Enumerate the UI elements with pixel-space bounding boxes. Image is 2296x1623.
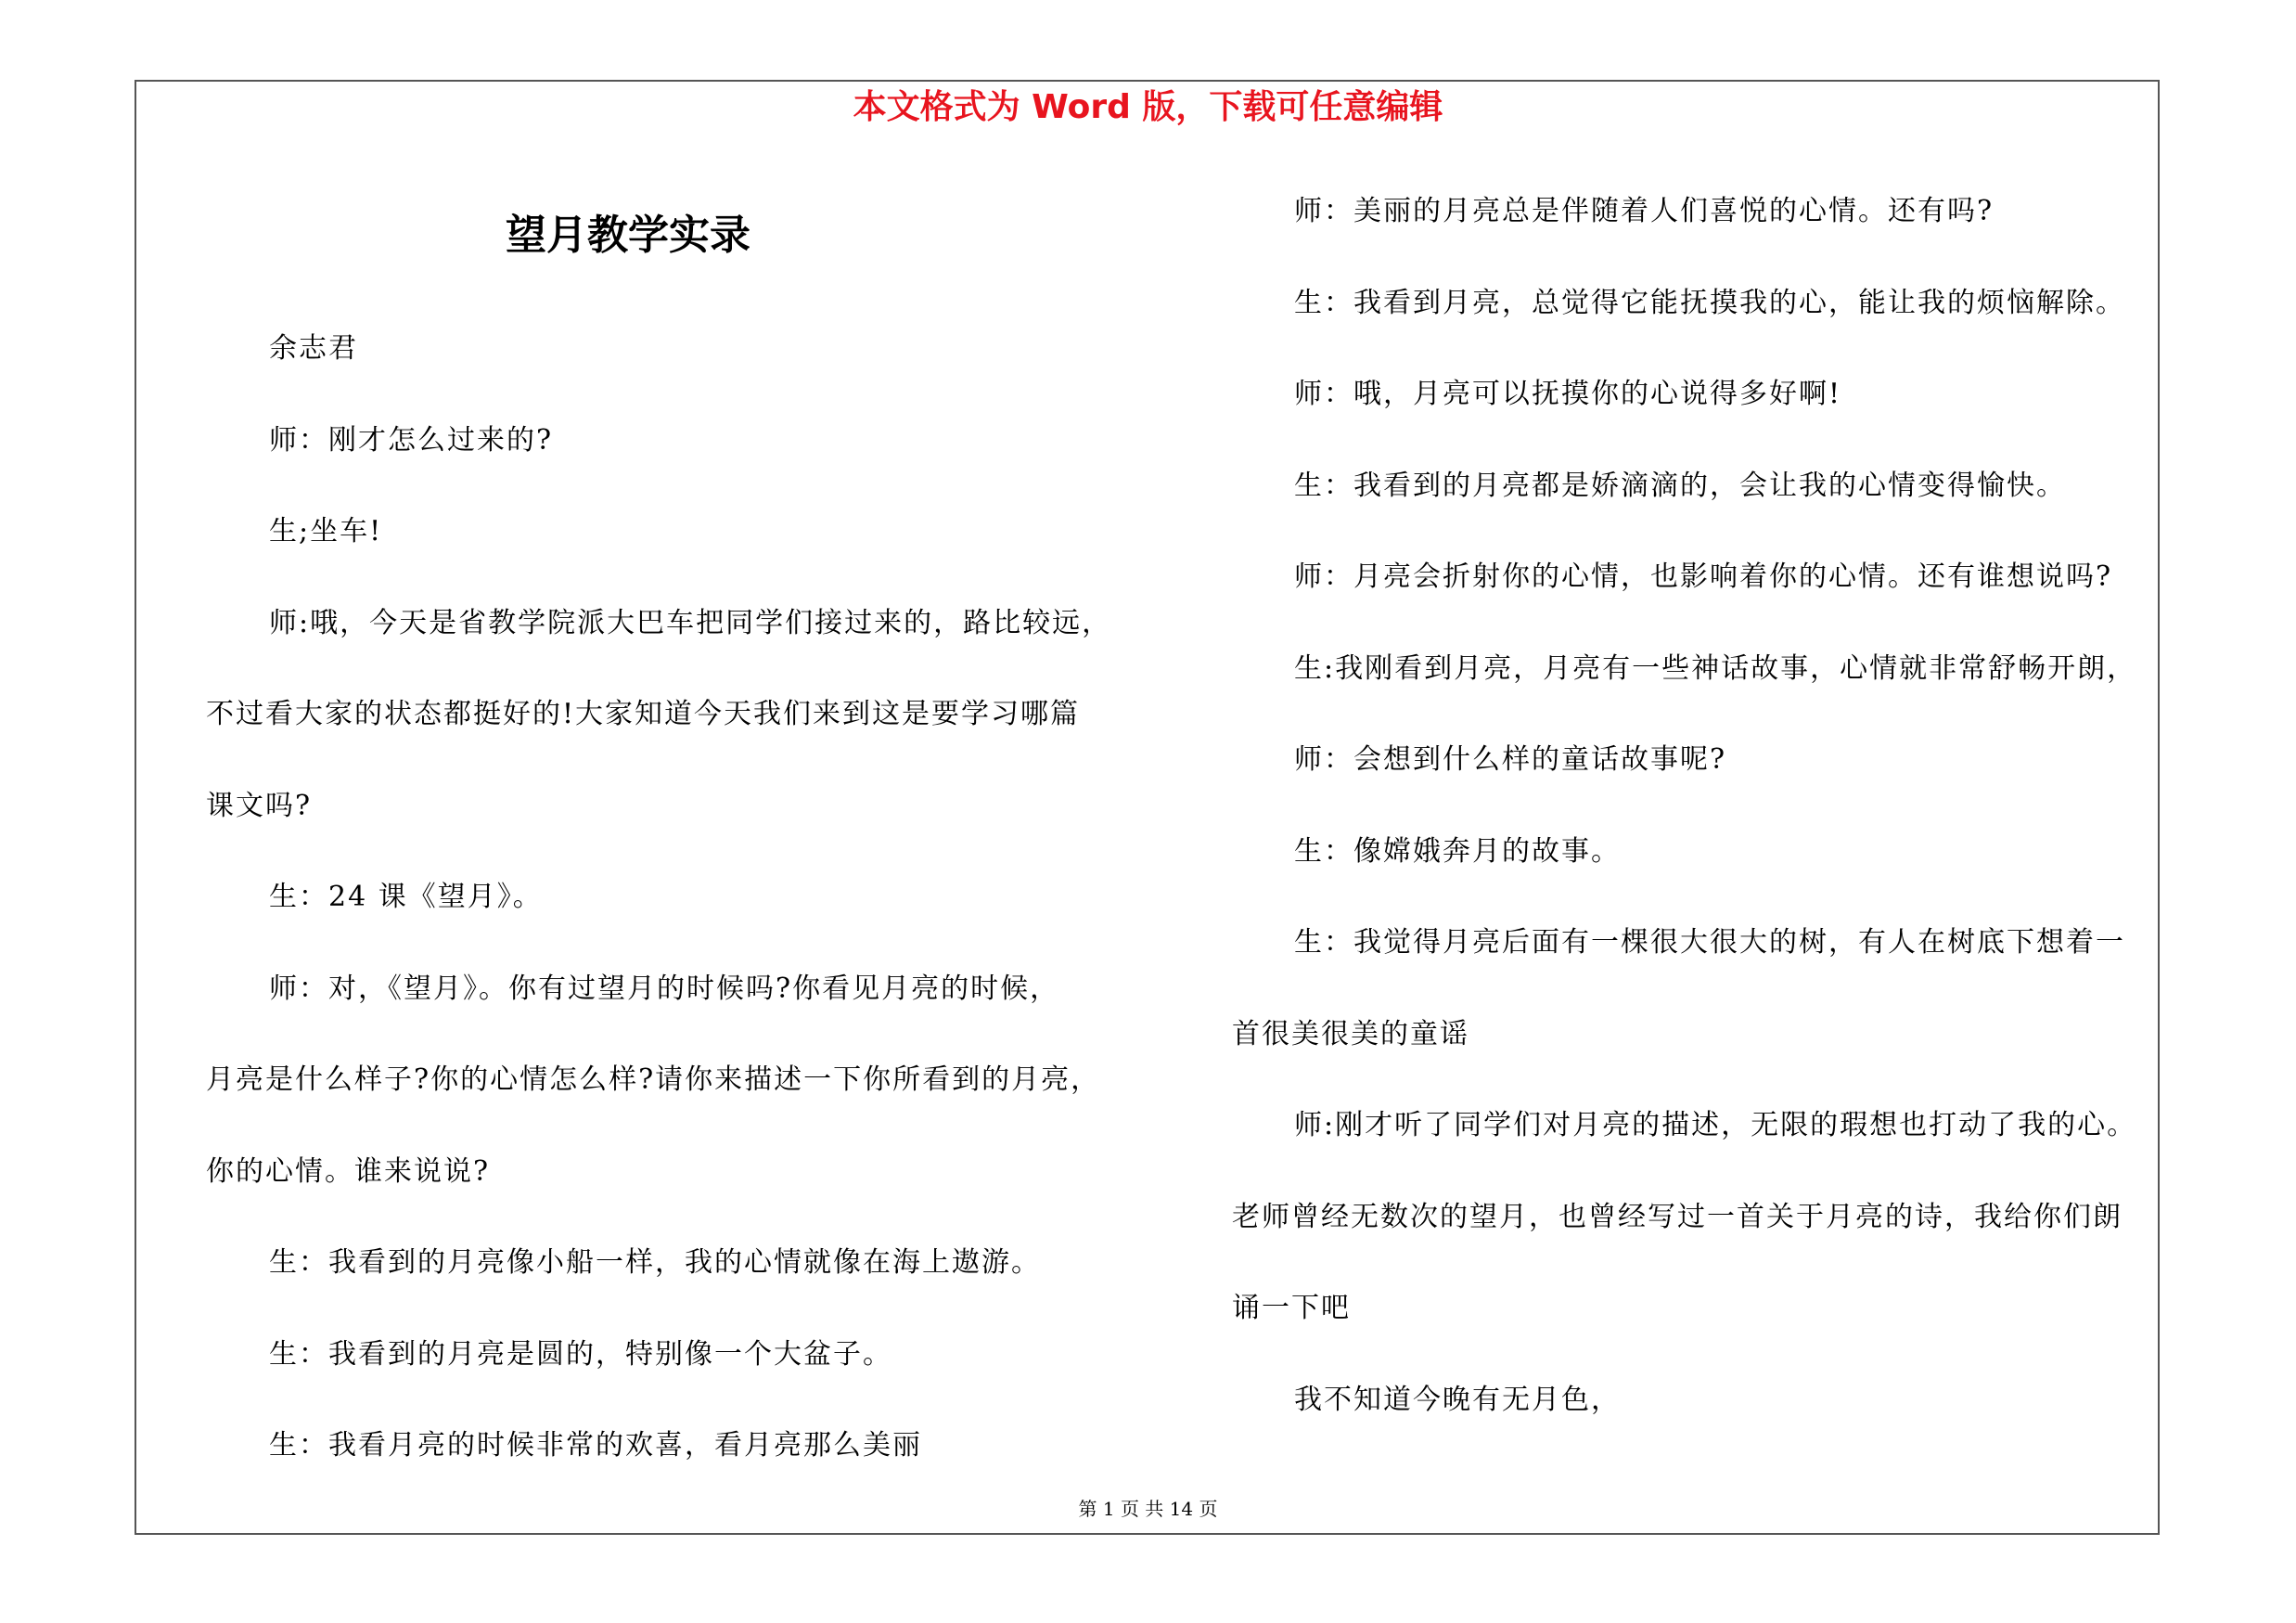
text-line: 师:刚才听了同学们对月亮的描述，无限的瑕想也打动了我的心。 [1294,1109,2137,1141]
text-line: 生：我看到的月亮像小船一样，我的心情就像在海上遨游。 [269,1246,1041,1279]
text-line: 生：我看月亮的时候非常的欢喜，看月亮那么美丽 [269,1429,922,1462]
text-line: 师：会想到什么样的童话故事呢? [1294,743,1727,776]
text-line: 生：我觉得月亮后面有一棵很大很大的树，有人在树底下想着一 [1294,926,2125,959]
text-line: 课文吗? [206,790,313,822]
text-line: 师：对，《望月》。你有过望月的时候吗?你看见月亮的时候， [269,973,1060,1005]
text-line: 月亮是什么样子?你的心情怎么样?请你来描述一下你所看到的月亮， [206,1063,1101,1096]
document-title: 望月教学实录 [506,212,750,259]
word-format-banner: 本文格式为 Word 版，下载可任意编辑 [853,88,1443,126]
text-line: 余志君 [269,332,358,365]
text-line: 师:哦，今天是省教学院派大巴车把同学们接过来的，路比较远， [269,607,1112,639]
text-line: 诵一下吧 [1232,1292,1351,1324]
text-line: 生;坐车! [269,515,383,547]
text-line: 生:我刚看到月亮，月亮有一些神话故事，心情就非常舒畅开朗， [1294,652,2137,685]
text-line: 生：24 课《望月》。 [269,881,543,913]
text-line: 生：我看到的月亮都是娇滴滴的，会让我的心情变得愉快。 [1294,470,2066,502]
text-line: 师：美丽的月亮总是伴随着人们喜悦的心情。还有吗? [1294,195,1995,227]
text-line: 你的心情。谁来说说? [206,1155,491,1188]
text-line: 不过看大家的状态都挺好的!大家知道今天我们来到这是要学习哪篇 [206,698,1081,730]
text-line: 师：刚才怎么过来的? [269,424,554,457]
text-line: 生：我看到的月亮是圆的，特别像一个大盆子。 [269,1338,892,1371]
text-line: 我不知道今晚有无月色， [1294,1384,1621,1416]
text-line: 老师曾经无数次的望月，也曾经写过一首关于月亮的诗，我给你们朗 [1232,1201,2123,1233]
page-number-footer: 第 1 页 共 14 页 [1078,1498,1218,1520]
text-line: 生：像嫦娥奔月的故事。 [1294,835,1621,868]
text-line: 师：月亮会折射你的心情，也影响着你的心情。还有谁想说吗? [1294,560,2113,593]
text-line: 首很美很美的童谣 [1232,1018,1469,1050]
text-line: 师：哦，月亮可以抚摸你的心说得多好啊! [1294,378,1842,410]
text-line: 生：我看到月亮，总觉得它能抚摸我的心，能让我的烦恼解除。 [1294,287,2125,319]
